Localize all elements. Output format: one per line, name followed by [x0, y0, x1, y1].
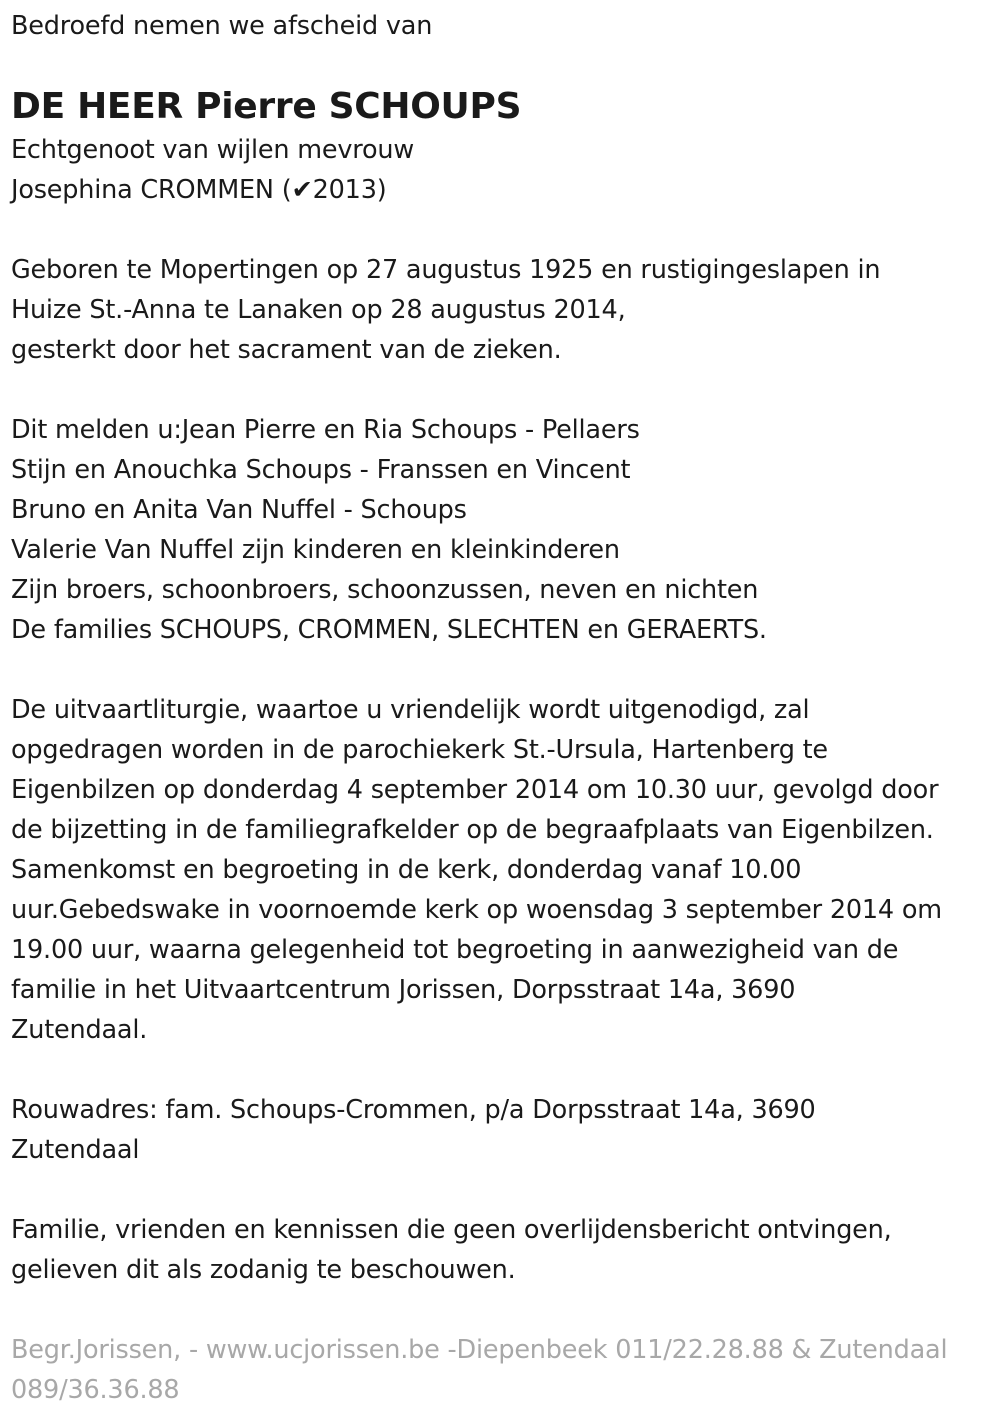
address-section	[11, 1090, 996, 1170]
funeral-line: Zutendaal.	[11, 1015, 148, 1045]
birth-death-line: gesterkt door het sacrament van de zieken.	[11, 335, 562, 365]
funeral-home-footer	[11, 1330, 996, 1410]
closing-line: gelieven dit als zodanig te beschouwen.	[11, 1255, 516, 1285]
address-line: Zutendaal	[11, 1135, 140, 1165]
footer-line: 089/36.36.88	[11, 1375, 180, 1405]
footer-line: Begr.Jorissen, - www.ucjorissen.be -Diepenbeek 011/22.28.88 & Zutendaal	[11, 1335, 948, 1365]
funeral-line: opgedragen worden in de parochiekerk St.-Ursula, Hartenberg te	[11, 735, 828, 765]
intro-text: Bedroefd nemen we afscheid van	[11, 11, 433, 41]
funeral-line: de bijzetting in de familiegrafkelder op de begraafplaats van Eigenbilzen.	[11, 815, 934, 845]
family-line: Valerie Van Nuffel zijn kinderen en kleinkinderen	[11, 535, 620, 565]
family-section	[11, 410, 996, 650]
family-line: Zijn broers, schoonbroers, schoonzussen, neven en nichten	[11, 575, 759, 605]
spouse-line: Josephina CROMMEN (✔2013)	[11, 175, 387, 205]
spacer	[11, 1050, 996, 1090]
funeral-section	[11, 690, 996, 1050]
birth-death-line: Geboren te Mopertingen op 27 augustus 1925 en rustigingeslapen in	[11, 255, 881, 285]
funeral-line: De uitvaartliturgie, waartoe u vriendelijk wordt uitgenodigd, zal	[11, 695, 810, 725]
obituary-notice	[11, 6, 996, 1410]
spouse-section	[11, 130, 996, 210]
birth-death-line: Huize St.-Anna te Lanaken op 28 augustus 2014,	[11, 295, 626, 325]
funeral-line: 19.00 uur, waarna gelegenheid tot begroeting in aanwezigheid van de	[11, 935, 899, 965]
funeral-line: Eigenbilzen op donderdag 4 september 2014 om 10.30 uur, gevolgd door	[11, 775, 939, 805]
address-line: Rouwadres: fam. Schoups-Crommen, p/a Dorpsstraat 14a, 3690	[11, 1095, 816, 1125]
family-line: Bruno en Anita Van Nuffel - Schoups	[11, 495, 467, 525]
spacer	[11, 210, 996, 250]
spacer	[11, 1290, 996, 1330]
spouse-line: Echtgenoot van wijlen mevrouw	[11, 135, 415, 165]
family-line: Stijn en Anouchka Schoups - Franssen en Vincent	[11, 455, 631, 485]
spacer	[11, 370, 996, 410]
closing-section	[11, 1210, 996, 1290]
deceased-name: DE HEER Pierre SCHOUPS	[11, 86, 522, 127]
family-line: De families SCHOUPS, CROMMEN, SLECHTEN en GERAERTS.	[11, 615, 767, 645]
funeral-line: familie in het Uitvaartcentrum Jorissen, Dorpsstraat 14a, 3690	[11, 975, 796, 1005]
funeral-line: uur.Gebedswake in voornoemde kerk op woensdag 3 september 2014 om	[11, 895, 942, 925]
family-line: Dit melden u:Jean Pierre en Ria Schoups - Pellaers	[11, 415, 640, 445]
funeral-line: Samenkomst en begroeting in de kerk, donderdag vanaf 10.00	[11, 855, 802, 885]
closing-line: Familie, vrienden en kennissen die geen overlijdensbericht ontvingen,	[11, 1215, 892, 1245]
spacer	[11, 650, 996, 690]
spacer	[11, 1170, 996, 1210]
birth-death-section	[11, 250, 996, 370]
